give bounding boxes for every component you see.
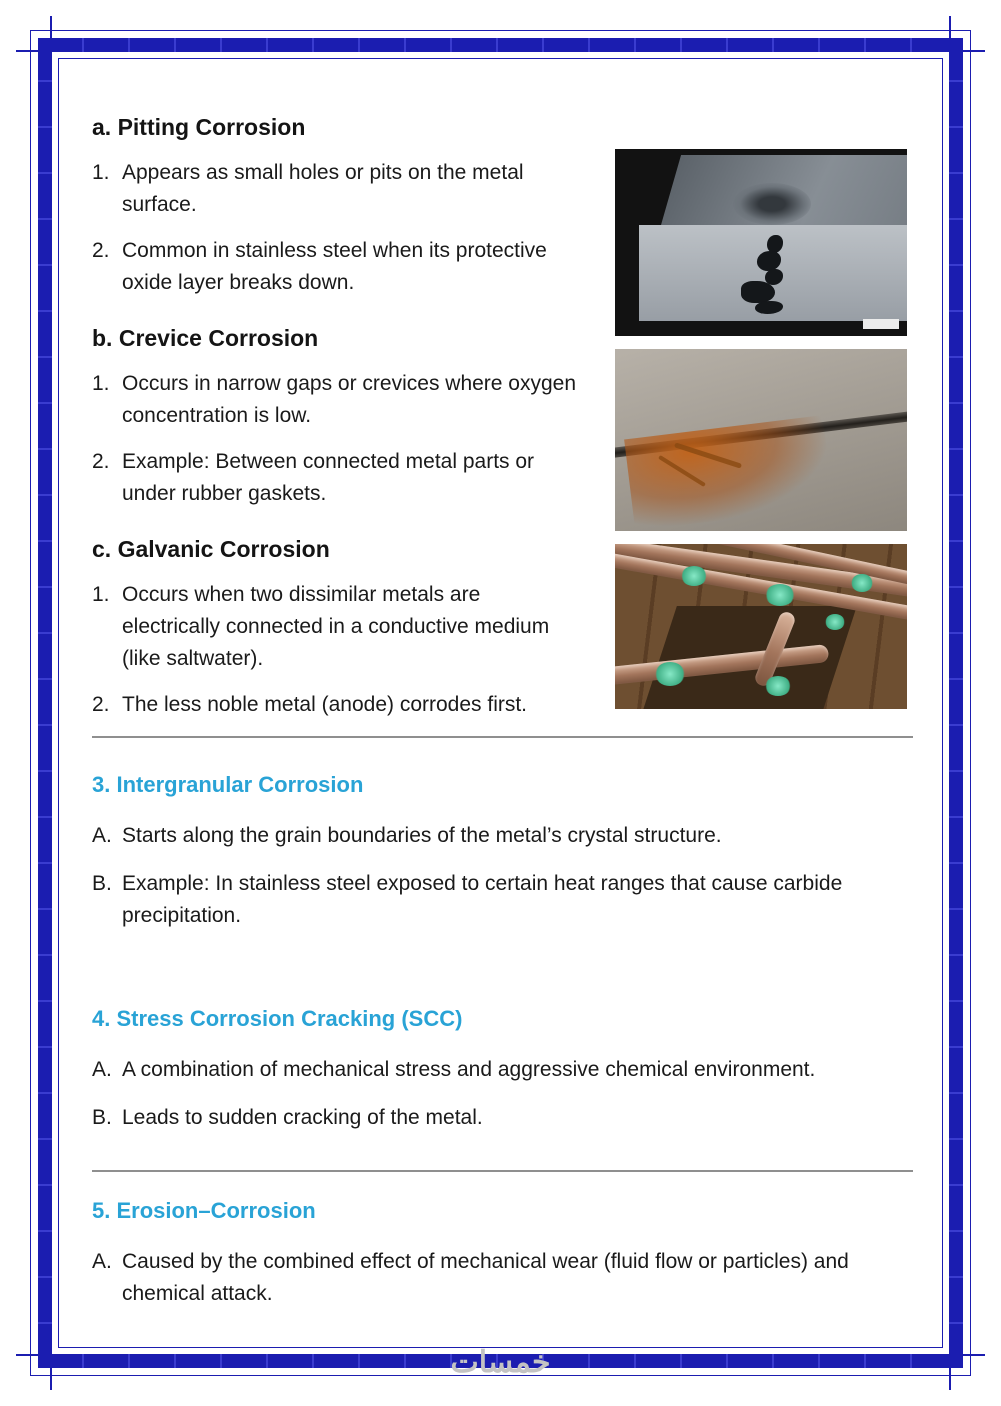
- list-item-text: Starts along the grain boundaries of the metal’s crystal structure.: [122, 824, 722, 847]
- green-patina-spot: [765, 584, 795, 606]
- list-item-text: Example: Between connected metal parts or under rubber gaskets.: [122, 450, 535, 505]
- list-item-text: The less noble metal (anode) corrodes first.: [122, 693, 528, 716]
- green-patina-spot: [851, 574, 873, 592]
- list-marker: B.: [92, 872, 112, 895]
- list-item: [92, 446, 584, 510]
- list-marker: A.: [92, 1058, 112, 1081]
- list-item: [92, 868, 913, 932]
- list-item: [92, 1054, 913, 1086]
- section-heading-crevice: b. Crevice Corrosion: [92, 325, 319, 351]
- site-watermark: خمسات: [450, 1346, 551, 1379]
- list-item-text: Caused by the combined effect of mechanical wear (fluid flow or particles) and chemical attack.: [122, 1250, 849, 1305]
- green-patina-spot: [825, 614, 845, 630]
- list-item-text: Leads to sudden cracking of the metal.: [122, 1106, 483, 1129]
- top-sections-with-photos: [92, 114, 913, 714]
- section-heading-intergranular: 3. Intergranular Corrosion: [92, 772, 364, 797]
- pit-hole: [741, 281, 775, 303]
- top-sections-text-column: [92, 114, 584, 721]
- pitting-corrosion-image: [615, 149, 907, 336]
- galvanic-corrosion-image: [615, 544, 907, 709]
- list-item: [92, 579, 584, 675]
- list-marker: 2.: [92, 450, 110, 473]
- section-heading-erosion: 5. Erosion–Corrosion: [92, 1198, 316, 1223]
- section-heading-galvanic: c. Galvanic Corrosion: [92, 536, 330, 562]
- list-marker: 2.: [92, 239, 110, 262]
- section-heading-pitting: a. Pitting Corrosion: [92, 114, 306, 140]
- section-intergranular: [92, 772, 913, 932]
- list-item-text: Occurs when two dissimilar metals are electrically connected in a conductive medium (like saltwater).: [122, 583, 550, 670]
- photo-watermark-label: [863, 319, 899, 329]
- list-item-text: A combination of mechanical stress and aggressive chemical environment.: [122, 1058, 816, 1081]
- green-patina-spot: [655, 662, 685, 686]
- border-corner-ornament: [16, 50, 64, 52]
- frame-band-top: [38, 38, 963, 52]
- list-item-text: Appears as small holes or pits on the metal surface.: [122, 161, 524, 216]
- list-marker: 1.: [92, 583, 110, 606]
- list-item: [92, 1102, 913, 1134]
- list-item: [92, 689, 584, 721]
- rust-stain: [624, 415, 834, 531]
- section-heading-scc: 4. Stress Corrosion Cracking (SCC): [92, 1006, 463, 1031]
- list-marker: B.: [92, 1106, 112, 1129]
- list-marker: A.: [92, 824, 112, 847]
- list-marker: 1.: [92, 161, 110, 184]
- frame-band-left: [38, 38, 52, 1368]
- list-marker: 1.: [92, 372, 110, 395]
- list-item: [92, 1246, 913, 1310]
- list-item: [92, 157, 584, 221]
- frame-band-right: [949, 38, 963, 1368]
- list-item: [92, 368, 584, 432]
- section-divider: [92, 736, 913, 738]
- green-patina-spot: [681, 566, 707, 586]
- list-item-text: Example: In stainless steel exposed to certain heat ranges that cause carbide precipitation.: [122, 872, 843, 927]
- crevice-corrosion-image: [615, 349, 907, 531]
- section-scc: [92, 1006, 913, 1134]
- list-marker: A.: [92, 1250, 112, 1273]
- page-content: [92, 112, 913, 1326]
- border-corner-ornament: [949, 16, 951, 64]
- pit-crater: [733, 183, 811, 225]
- border-corner-ornament: [50, 16, 52, 64]
- section-divider: [92, 1170, 913, 1172]
- green-patina-spot: [765, 676, 791, 696]
- list-item: [92, 235, 584, 299]
- section-erosion: [92, 1198, 913, 1310]
- list-item: [92, 820, 913, 852]
- list-marker: 2.: [92, 693, 110, 716]
- border-corner-ornament: [937, 50, 985, 52]
- list-item-text: Common in stainless steel when its protective oxide layer breaks down.: [122, 239, 547, 294]
- list-item-text: Occurs in narrow gaps or crevices where oxygen concentration is low.: [122, 372, 577, 427]
